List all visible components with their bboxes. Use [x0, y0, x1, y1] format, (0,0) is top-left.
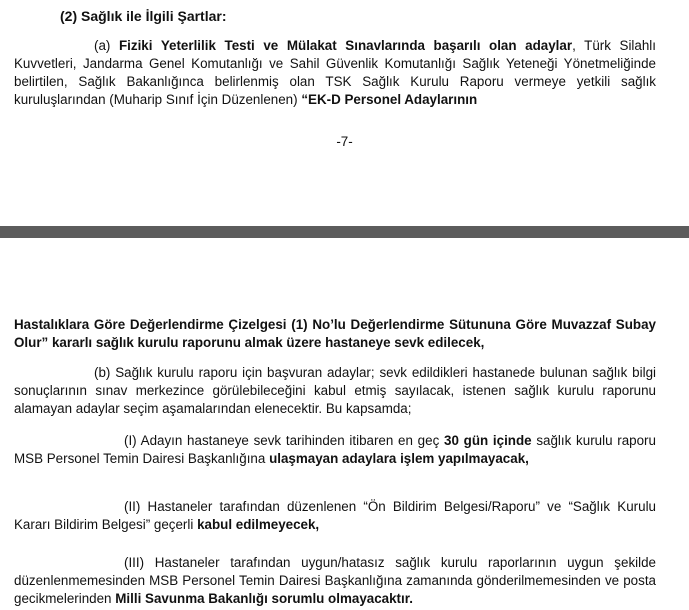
para-a-bold-2: “EK-D Personel Adaylarının	[301, 92, 478, 107]
item-2	[14, 498, 656, 534]
item-2-text-1: Hastaneler tarafından düzenlenen “Ön Bildirim Belgesi/Raporu” ve “Sağlık Kurulu Kararı Bildirim Belgesi” geçerli	[14, 499, 656, 532]
item-1-bold-1: 30 gün içinde	[444, 433, 532, 448]
item-2-bold-1: kabul edilmeyecek,	[197, 517, 320, 532]
item-1-text-2: sağlık kurulu raporu MSB Personel Temin Dairesi Başkanlığına	[14, 433, 656, 466]
item-3-label: (III)	[124, 555, 145, 570]
item-1-text-1: Adayın hastaneye sevk tarihinden itibaren en geç	[140, 433, 440, 448]
item-3-bold-1: Milli Savunma Bakanlığı sorumlu olmayacaktır.	[115, 591, 413, 606]
item-1-bold-2: ulaşmayan adaylara işlem yapılmayacak,	[269, 451, 529, 466]
item-2-label: (II)	[124, 499, 141, 514]
item-1-label: (I)	[124, 433, 137, 448]
document-page-bottom	[0, 238, 689, 610]
page-divider	[0, 226, 689, 238]
paragraph-b	[14, 364, 656, 418]
section-heading: (2) Sağlık ile İlgili Şartlar:	[60, 8, 227, 24]
para-b-label: (b)	[94, 365, 111, 380]
continuation-paragraph	[14, 316, 656, 352]
item-1	[14, 432, 656, 468]
para-a-label: (a)	[94, 38, 111, 53]
paragraph-a	[14, 37, 656, 109]
document-page-top	[0, 0, 689, 218]
para-b-text: Sağlık kurulu raporu için başvuran adaylar; sevk edildikleri hastanede bulunan sağlık bilgi sonuçlarının sınav merkezince görülebileceğini kabul etmiş sayılacak, istenen sağlık kurulu raporunu alamayan adaylar seçim aşamalarından elenecektir. Bu kapsamda;	[14, 365, 656, 416]
para-a-bold-1: Fiziki Yeterlilik Testi ve Mülakat Sınavlarında başarılı olan adaylar	[118, 38, 573, 53]
para-a-text-1: , Türk Silahlı Kuvvetleri, Jandarma Genel Komutanlığı ve Sahil Güvenlik Komutanlığı Sağlık Yeteneği Yönetmeliğinde belirtilen, Sağlık Bakanlığınca belirlenmiş olan TSK Sağlık Kurulu Raporu vermeye yetkili sağlık kuruluşlarından (Muharip Sınıf İçin Düzenlenen)	[14, 38, 656, 107]
item-3-text-1: Hastaneler tarafından uygun/hatasız sağlık kurulu raporlarının uygun şekilde düzenlenmemesinden MSB Personel Temin Dairesi Başkanlığına zamanında gönderilmemesinden ve posta gecikmelerinden	[14, 555, 656, 606]
continuation-bold: Hastalıklara Göre Değerlendirme Çizelgesi (1) No’lu Değerlendirme Sütununa Göre Muvazzaf Subay Olur” kararlı sağlık kurulu raporunu almak üzere hastaneye sevk edilecek,	[14, 317, 656, 350]
page-number: -7-	[336, 134, 353, 149]
item-3	[14, 554, 656, 608]
